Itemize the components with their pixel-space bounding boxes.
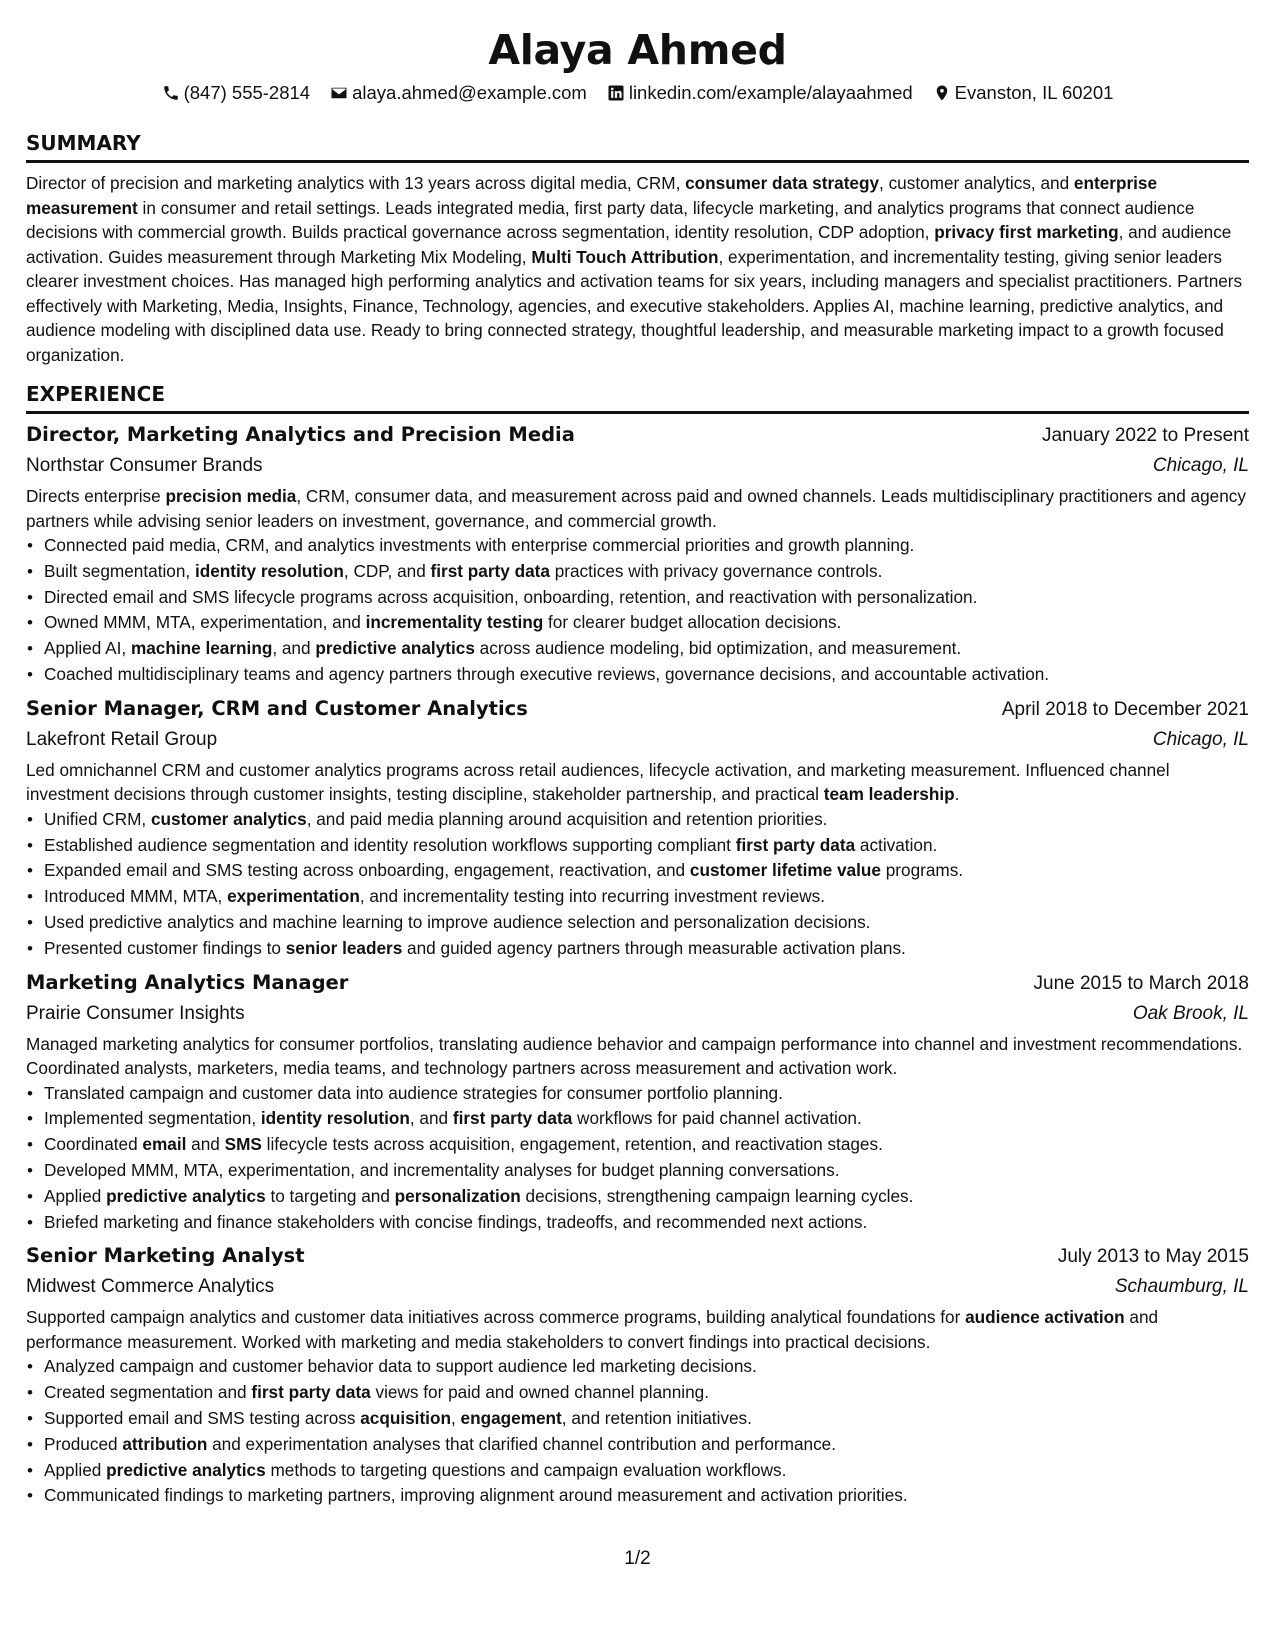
- bold-keyword: consumer data strategy: [685, 173, 880, 193]
- text-run: Produced: [44, 1433, 123, 1454]
- text-run: , and: [272, 638, 316, 659]
- bold-keyword: SMS: [224, 1134, 262, 1155]
- text-run: .: [954, 784, 960, 805]
- text-run: , CRM, consumer data, and measurement across paid and owned channels. Leads multidisciplinary practitioners and agency partners while advising senior leaders on investment, governance, and commercial growth.: [26, 486, 1246, 531]
- bullet-item: [44, 1106, 1249, 1132]
- job-location: Chicago, IL: [1152, 728, 1249, 750]
- job-entry: [26, 968, 1249, 1236]
- phone-icon: [162, 84, 180, 102]
- job-entry: [26, 1241, 1249, 1509]
- contact-phone[interactable]: [162, 80, 311, 106]
- text-run: Connected paid media, CRM, and analytics investments with enterprise commercial priorities and growth planning.: [44, 535, 915, 555]
- bold-keyword: first party data: [735, 834, 856, 855]
- text-run: workflows for paid channel activation.: [572, 1108, 862, 1129]
- job-title: Senior Manager, CRM and Customer Analytics: [26, 696, 528, 720]
- text-run: , and audience activation. Guides measurement through Marketing Mix Modeling,: [26, 222, 1232, 267]
- text-run: activation.: [855, 834, 938, 855]
- text-run: , and paid media planning around acquisition and retention priorities.: [306, 808, 828, 829]
- bullet-item: [44, 585, 1249, 611]
- job-title: Marketing Analytics Manager: [26, 970, 349, 994]
- text-run: Developed MMM, MTA, experimentation, and incrementality analyses for budget planning conversations.: [44, 1159, 840, 1180]
- bullet-item: [44, 559, 1249, 585]
- bullet-item: [44, 610, 1249, 636]
- job-company: Midwest Commerce Analytics: [26, 1276, 275, 1298]
- contact-bar: [26, 80, 1249, 106]
- contact-linkedin-text: linkedin.com/example/alayaahmed: [628, 82, 913, 103]
- text-run: Implemented segmentation,: [44, 1108, 261, 1129]
- job-company: Prairie Consumer Insights: [26, 1002, 245, 1024]
- bullet-item: [44, 858, 1249, 884]
- job-description: [26, 758, 1249, 807]
- contact-linkedin[interactable]: [607, 80, 913, 106]
- bold-keyword: engagement: [460, 1407, 562, 1428]
- job-description: [26, 1305, 1249, 1354]
- bold-keyword: enterprise measurement: [26, 173, 1158, 218]
- bullet-item: [44, 910, 1249, 936]
- job-bullets: [26, 807, 1249, 962]
- text-run: Analyzed campaign and customer behavior data to support audience led marketing decisions.: [44, 1356, 757, 1377]
- text-run: Coordinated: [44, 1134, 143, 1155]
- job-description: [26, 484, 1249, 533]
- bullet-item: [44, 662, 1249, 688]
- text-run: Communicated findings to marketing partners, improving alignment around measurement and activation priorities.: [44, 1485, 908, 1506]
- bullet-item: [44, 1406, 1249, 1432]
- text-run: and: [186, 1134, 225, 1155]
- text-run: Supported email and SMS testing across: [44, 1407, 361, 1428]
- job-entry: [26, 694, 1249, 962]
- text-run: and experimentation analyses that clarified channel contribution and performance.: [207, 1433, 837, 1454]
- text-run: to targeting and: [265, 1185, 395, 1206]
- job-bullets: [26, 533, 1249, 688]
- bold-keyword: customer analytics: [150, 808, 307, 829]
- bullet-item: [44, 807, 1249, 833]
- bullet-item: [44, 884, 1249, 910]
- text-run: , customer analytics, and: [879, 173, 1074, 193]
- bold-keyword: Multi Touch Attribution: [531, 246, 719, 267]
- bullet-item: [44, 1184, 1249, 1210]
- bullet-item: [44, 1210, 1249, 1236]
- bold-keyword: first party data: [452, 1108, 573, 1129]
- bold-keyword: audience activation: [965, 1307, 1125, 1328]
- text-run: Unified CRM,: [44, 808, 151, 829]
- text-run: views for paid and owned channel planning.: [370, 1382, 709, 1403]
- bold-keyword: predictive analytics: [106, 1185, 266, 1206]
- text-run: methods to targeting questions and campaign evaluation workflows.: [265, 1459, 787, 1480]
- text-run: , experimentation, and incrementality testing, giving senior leaders clearer investment choices. Has managed high performing analytics and activation teams for six years, including managers and specialist practitioners. Partners effectively with Marketing, Media, Insights, Finance, Technology, agencies, and executive stakeholders. Applies AI, machine learning, predictive analytics, and audience modeling with disciplined data use. Ready to bring connected strategy, thoughtful leadership, and measurable marketing impact to a growth focused organization.: [26, 246, 1243, 365]
- text-run: Applied: [44, 1459, 107, 1480]
- job-location: Schaumburg, IL: [1114, 1276, 1249, 1298]
- bold-keyword: identity resolution: [194, 560, 344, 581]
- bullet-item: [44, 1458, 1249, 1484]
- text-run: , and incrementality testing into recurring investment reviews.: [359, 886, 826, 907]
- bullet-item: [44, 1158, 1249, 1184]
- resume-page: [26, 22, 1249, 1509]
- job-bullets: [26, 1354, 1249, 1509]
- bold-keyword: experimentation: [227, 886, 360, 907]
- contact-phone-text: (847) 555-2814: [183, 82, 311, 103]
- linkedin-icon: [607, 84, 625, 102]
- experience-heading: EXPERIENCE: [26, 381, 1249, 414]
- text-run: Used predictive analytics and machine learning to improve audience selection and personalization decisions.: [44, 911, 871, 932]
- summary-section: [26, 130, 1249, 367]
- bold-keyword: customer lifetime value: [689, 860, 881, 881]
- text-run: in consumer and retail settings. Leads integrated media, first party data, lifecycle marketing, and analytics programs that connect audience decisions with commercial growth. Builds practical governance across segmentation, identity resolution, CDP adoption,: [26, 197, 1195, 242]
- contact-email[interactable]: [330, 80, 587, 106]
- job-company: Lakefront Retail Group: [26, 728, 218, 750]
- contact-email-text: alaya.ahmed@example.com: [352, 82, 587, 103]
- text-run: Introduced MMM, MTA,: [44, 886, 228, 907]
- text-run: and guided agency partners through measurable activation plans.: [402, 937, 906, 958]
- job-location: Chicago, IL: [1152, 455, 1249, 476]
- envelope-icon: [330, 84, 348, 102]
- text-run: decisions, strengthening campaign learning cycles.: [520, 1185, 914, 1206]
- bullet-item: [44, 1132, 1249, 1158]
- job-entry: [26, 420, 1249, 688]
- contact-location-text: Evanston, IL 60201: [954, 82, 1114, 103]
- page-number: 1/2: [624, 1548, 651, 1569]
- text-run: Managed marketing analytics for consumer portfolios, translating audience behavior and campaign performance into channel and investment recommendations. Coordinated analysts, marketers, media teams, and technology partners across measurement and activation work.: [26, 1033, 1243, 1079]
- summary-text: [26, 171, 1249, 367]
- text-run: Briefed marketing and finance stakeholders with concise findings, tradeoffs, and recommended next actions.: [44, 1211, 868, 1232]
- text-run: Owned MMM, MTA, experimentation, and: [44, 612, 366, 633]
- text-run: Coached multidisciplinary teams and agency partners through executive reviews, governance decisions, and accountable activation.: [44, 663, 1050, 684]
- bold-keyword: acquisition: [360, 1407, 451, 1428]
- text-run: Expanded email and SMS testing across onboarding, engagement, reactivation, and: [44, 860, 690, 881]
- job-dates: June 2015 to March 2018: [1033, 972, 1249, 994]
- bold-keyword: predictive analytics: [315, 638, 475, 659]
- bold-keyword: attribution: [122, 1433, 208, 1454]
- candidate-name: Alaya Ahmed: [488, 26, 787, 74]
- job-dates: April 2018 to December 2021: [1001, 698, 1249, 720]
- bold-keyword: machine learning: [130, 638, 273, 659]
- bold-keyword: predictive analytics: [106, 1459, 266, 1480]
- bold-keyword: privacy first marketing: [934, 222, 1119, 242]
- text-run: lifecycle tests across acquisition, engagement, retention, and reactivation stages.: [261, 1134, 883, 1155]
- bold-keyword: personalization: [394, 1185, 521, 1206]
- map-pin-icon: [933, 84, 951, 102]
- job-bullets: [26, 1081, 1249, 1236]
- bold-keyword: first party data: [430, 560, 550, 581]
- text-run: Supported campaign analytics and customer data initiatives across commerce programs, building analytical foundations for: [26, 1307, 966, 1328]
- bold-keyword: identity resolution: [260, 1108, 410, 1129]
- text-run: Established audience segmentation and identity resolution workflows supporting compliant: [44, 834, 736, 855]
- bold-keyword: senior leaders: [285, 937, 403, 958]
- text-run: Applied: [44, 1185, 107, 1206]
- text-run: Presented customer findings to: [44, 937, 286, 958]
- bullet-item: [44, 1380, 1249, 1406]
- bullet-item: [44, 1483, 1249, 1509]
- job-title: Senior Marketing Analyst: [26, 1244, 305, 1268]
- bold-keyword: incrementality testing: [365, 612, 544, 633]
- job-company: Northstar Consumer Brands: [26, 455, 263, 476]
- job-location: Oak Brook, IL: [1132, 1002, 1249, 1024]
- bullet-item: [44, 1432, 1249, 1458]
- text-run: Directs enterprise: [26, 486, 166, 506]
- summary-heading: SUMMARY: [26, 130, 1249, 163]
- bold-keyword: precision media: [165, 486, 297, 506]
- bullet-item: [44, 1354, 1249, 1380]
- text-run: , and: [409, 1108, 453, 1129]
- job-dates: July 2013 to May 2015: [1057, 1246, 1249, 1268]
- job-title: Director, Marketing Analytics and Precision Media: [26, 423, 575, 446]
- text-run: , and retention initiatives.: [561, 1407, 752, 1428]
- text-run: programs.: [880, 860, 964, 881]
- text-run: and performance measurement. Worked with marketing and media stakeholders to convert findings into practical decisions.: [26, 1307, 1159, 1352]
- bullet-item: [44, 936, 1249, 962]
- bold-keyword: email: [142, 1134, 187, 1155]
- bullet-item: [44, 833, 1249, 859]
- text-run: Directed email and SMS lifecycle programs across acquisition, onboarding, retention, and reactivation with personalization.: [44, 586, 978, 607]
- bullet-item: [44, 533, 1249, 559]
- text-run: ,: [450, 1407, 461, 1428]
- bold-keyword: team leadership: [823, 784, 955, 805]
- text-run: Led omnichannel CRM and customer analytics programs across retail audiences, lifecycle activation, and marketing measurement. Influenced channel investment decisions through customer insights, testing discipline, stakeholder partnership, and practical: [26, 759, 1170, 805]
- text-run: , CDP, and: [343, 560, 431, 581]
- job-dates: January 2022 to Present: [1041, 425, 1249, 446]
- text-run: practices with privacy governance controls.: [549, 560, 883, 581]
- job-description: [26, 1032, 1249, 1081]
- bullet-item: [44, 1081, 1249, 1107]
- text-run: Translated campaign and customer data into audience strategies for consumer portfolio planning.: [44, 1082, 783, 1103]
- text-run: Created segmentation and: [44, 1382, 252, 1403]
- text-run: across audience modeling, bid optimization, and measurement.: [474, 638, 962, 659]
- text-run: Built segmentation,: [44, 560, 195, 581]
- text-run: for clearer budget allocation decisions.: [543, 612, 842, 633]
- contact-location: [933, 80, 1114, 106]
- bold-keyword: first party data: [251, 1382, 371, 1403]
- text-run: Director of precision and marketing analytics with 13 years across digital media, CRM,: [26, 173, 686, 193]
- text-run: Applied AI,: [44, 638, 131, 659]
- experience-section: [26, 381, 1249, 1509]
- bullet-item: [44, 636, 1249, 662]
